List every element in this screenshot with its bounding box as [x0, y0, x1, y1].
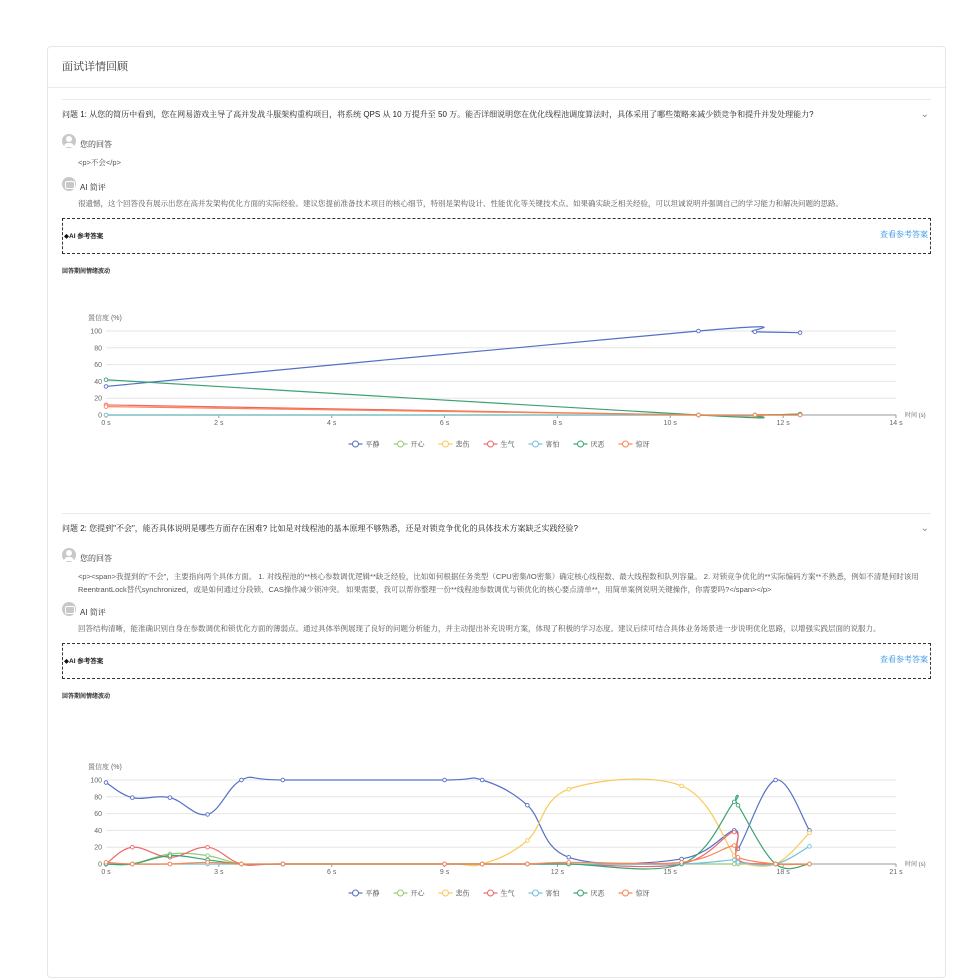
y-tick-label: 0 [98, 412, 102, 420]
x-tick-label: 12 s [776, 420, 790, 427]
pin-icon: ◆ [64, 658, 69, 665]
emotion-chart-1 [62, 285, 928, 455]
question-header-1[interactable] [62, 99, 931, 130]
question-header-2[interactable] [62, 513, 931, 544]
legend-marker [353, 890, 359, 896]
x-tick-label: 0 s [101, 869, 111, 876]
card-title: 面试详情回顾 [48, 47, 945, 88]
data-point [206, 854, 210, 858]
x-tick-label: 9 s [439, 869, 450, 876]
view-reference-button[interactable]: 查看参考答案 [880, 655, 928, 664]
x-tick-label: 2 s [214, 420, 224, 427]
user-avatar-icon [62, 134, 76, 148]
x-tick-label: 4 s [327, 420, 337, 427]
data-point [798, 413, 802, 417]
data-point [808, 862, 812, 866]
emotion-section-title: 回答期间情绪波动 [62, 694, 111, 700]
x-tick-label: 3 s [214, 869, 224, 876]
x-tick-label: 8 s [552, 420, 563, 427]
answer-text-2: <p><span>我提到的"不会"，主要指向两个具体方面。 1. 对线程池的**核心参数调优逻辑**缺乏经验，比如如何根据任务类型（CPU密集/IO密集）确定核心线程数、最大线程数和队列容量。 2. 对锁竞争优化的**实际编码方案**不熟悉，例如不清楚何时该用ReentrantLock替代synchronized，或是如何通过分段锁、CAS操作减少锁冲突。 如果需要，我可以帮你整理一份**线程池参数调优与锁优化的核心要点清单**，用简单案例说明关键操作，你需要吗?</span></p> [78, 572, 919, 594]
data-point [732, 844, 736, 848]
series-line-平静 [106, 777, 809, 863]
data-point [526, 839, 530, 843]
data-point [104, 861, 108, 865]
data-point [808, 845, 812, 849]
legend-marker [578, 890, 584, 896]
data-point [168, 862, 172, 866]
y-axis-label: 置信度 (%) [88, 315, 122, 322]
y-tick-label: 40 [94, 827, 102, 835]
data-point [206, 845, 210, 849]
your-answer-label: 您的回答 [80, 554, 112, 563]
y-axis-label: 置信度 (%) [88, 764, 122, 771]
legend-marker [488, 441, 494, 447]
data-point [480, 862, 484, 866]
data-point [680, 861, 684, 865]
data-point [697, 413, 701, 417]
x-tick-label: 6 s [439, 420, 450, 427]
pin-icon: ◆ [64, 233, 69, 240]
legend-label: 悲伤 [455, 441, 470, 449]
chevron-down-icon[interactable]: ⌄ [920, 523, 929, 534]
legend-label: 悲伤 [455, 890, 470, 898]
data-point [808, 831, 812, 835]
data-point [104, 781, 108, 785]
review-text-2: 回答结构清晰，能准确识别自身在参数调优和锁优化方面的薄弱点。通过具体举例展现了良好的问题分析能力，并主动提出补充说明方案，体现了积极的学习态度。建议后续可结合具体业务场景进一步说明优化思路，以增强实践层面的说服力。 [78, 624, 881, 633]
legend-label: 惊讶 [635, 441, 650, 449]
ai-review-label: AI 简评 [80, 608, 106, 617]
legend-marker [398, 441, 404, 447]
data-point [526, 862, 530, 866]
data-point [240, 778, 244, 782]
data-point [774, 778, 778, 782]
data-point [567, 861, 571, 865]
interview-review-card [47, 46, 946, 978]
question-block-2 [62, 513, 931, 900]
x-tick-label: 12 s [550, 869, 565, 876]
series-line-生气 [106, 405, 800, 416]
data-point [736, 803, 740, 807]
question-title-1: 问题 1: 从您的简历中看到，您在网易游戏主导了高并发战斗服架构重构项目，将系统 QPS 从 10 万提升至 50 万。能否详细说明您在优化线程池调度算法时，具体采用了哪些策略来减少锁竞争和提升并发处理能力? [62, 110, 814, 119]
legend-marker [443, 441, 449, 447]
legend-marker [533, 441, 539, 447]
data-point [443, 862, 447, 866]
series-line-悲伤 [106, 779, 809, 866]
x-tick-label: 0 s [101, 420, 111, 427]
data-point [104, 413, 108, 417]
data-point [131, 862, 135, 866]
user-avatar-icon [62, 548, 76, 562]
user-answer-label-row [62, 548, 931, 562]
data-point [736, 861, 740, 865]
y-tick-label: 100 [90, 777, 102, 785]
data-point [240, 862, 244, 866]
legend-label: 惊讶 [635, 890, 650, 898]
ai-avatar-icon [62, 602, 76, 616]
legend-marker [533, 890, 539, 896]
data-point [697, 329, 701, 333]
legend-label: 开心 [410, 441, 425, 449]
legend-marker [398, 890, 404, 896]
data-point [131, 845, 135, 849]
data-point [104, 385, 108, 389]
ai-review-label: AI 简评 [80, 183, 106, 192]
y-tick-label: 0 [98, 861, 102, 869]
data-point [526, 803, 530, 807]
legend-marker [578, 441, 584, 447]
chevron-down-icon[interactable]: ⌄ [920, 109, 929, 120]
data-point [168, 796, 172, 800]
legend-label: 开心 [410, 890, 425, 898]
legend-label: 害怕 [545, 890, 560, 898]
x-tick-label: 6 s [327, 869, 337, 876]
legend-marker [443, 890, 449, 896]
x-axis-label: 时间 (s) [905, 862, 926, 868]
answer-text-1: <p>不会</p> [78, 158, 121, 167]
series-line-平静 [106, 327, 800, 387]
y-tick-label: 20 [94, 395, 102, 403]
data-point [567, 787, 571, 791]
ai-reference-title [64, 231, 103, 240]
data-point [753, 330, 757, 334]
ai-reference-title [64, 656, 103, 665]
data-point [131, 796, 135, 800]
data-point [443, 778, 447, 782]
data-point [104, 405, 108, 409]
y-tick-label: 80 [94, 794, 102, 802]
data-point [206, 861, 210, 865]
data-point [732, 830, 736, 834]
ai-reference-label: AI 参考答案 [69, 658, 104, 665]
data-point [206, 813, 210, 817]
x-axis-label: 时间 (s) [905, 413, 926, 419]
data-point [753, 413, 757, 417]
ai-review-label-row [62, 602, 931, 616]
your-answer-label: 您的回答 [80, 140, 112, 149]
ai-reference-box-2 [62, 643, 931, 679]
legend-marker [353, 441, 359, 447]
legend-label: 害怕 [545, 441, 560, 449]
data-point [732, 858, 736, 862]
data-point [798, 331, 802, 335]
y-tick-label: 80 [94, 345, 102, 353]
question-title-2: 问题 2: 您提到"不会"，能否具体说明是哪些方面存在困难? 比如是对线程池的基本原理不够熟悉，还是对锁竞争优化的具体技术方案缺乏实践经验? [62, 524, 578, 533]
ai-reference-box-1 [62, 218, 931, 254]
y-tick-label: 100 [90, 328, 102, 336]
data-point [680, 784, 684, 788]
user-answer-label-row [62, 134, 931, 148]
data-point [480, 778, 484, 782]
legend-label: 平静 [365, 890, 380, 898]
data-point [281, 862, 285, 866]
ai-avatar-icon [62, 177, 76, 191]
y-tick-label: 40 [94, 378, 102, 386]
data-point [774, 862, 778, 866]
emotion-section-title: 回答期间情绪波动 [62, 269, 111, 275]
legend-label: 厌恶 [590, 441, 605, 449]
data-point [168, 854, 172, 858]
data-point [736, 855, 740, 859]
x-tick-label: 14 s [889, 420, 903, 427]
ai-review-label-row [62, 177, 931, 191]
x-tick-label: 10 s [663, 420, 677, 427]
legend-marker [623, 441, 629, 447]
x-tick-label: 15 s [663, 869, 677, 876]
legend-label: 平静 [365, 441, 380, 449]
y-tick-label: 20 [94, 844, 102, 852]
x-tick-label: 18 s [776, 869, 790, 876]
data-point [732, 800, 736, 804]
y-tick-label: 60 [94, 362, 102, 370]
legend-marker [623, 890, 629, 896]
legend-label: 生气 [500, 441, 515, 449]
data-point [567, 855, 571, 859]
series-line-生气 [106, 832, 809, 866]
ai-reference-label: AI 参考答案 [69, 233, 104, 240]
question-block-1 [62, 99, 931, 455]
emotion-chart-2 [62, 710, 928, 900]
legend-marker [488, 890, 494, 896]
legend-label: 厌恶 [590, 890, 605, 898]
view-reference-button[interactable]: 查看参考答案 [880, 230, 928, 239]
x-tick-label: 21 s [889, 869, 903, 876]
data-point [104, 378, 108, 382]
review-text-1: 很遗憾，这个回答没有展示出您在高并发架构优化方面的实际经验。建议您提前准备技术项目的核心细节，特别是架构设计、性能优化等关键技术点。如果确实缺乏相关经验，可以坦诚说明并强调自己的学习能力和解决问题的思路。 [78, 199, 843, 208]
y-tick-label: 60 [94, 811, 102, 819]
data-point [281, 778, 285, 782]
legend-label: 生气 [500, 890, 515, 898]
